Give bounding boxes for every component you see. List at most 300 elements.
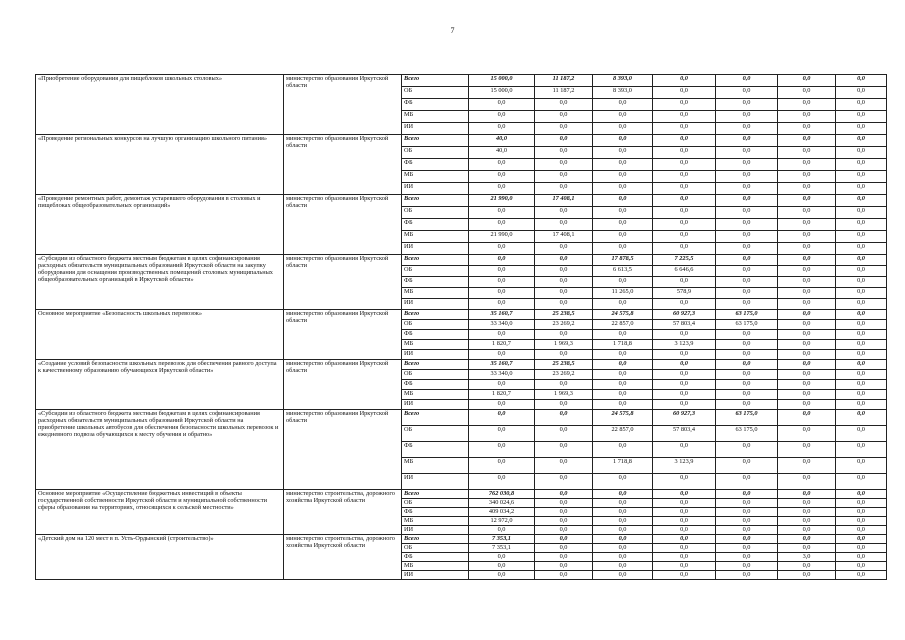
value-cell: 0,0 bbox=[469, 219, 535, 231]
value-cell: 0,0 bbox=[836, 458, 887, 474]
value-cell: 0,0 bbox=[778, 380, 836, 390]
value-cell: 60 927,3 bbox=[653, 310, 716, 320]
value-cell: 0,0 bbox=[469, 380, 535, 390]
value-cell: 0,0 bbox=[653, 562, 716, 571]
value-cell: 0,0 bbox=[778, 288, 836, 299]
funding-source-cell: ИИ bbox=[402, 400, 469, 410]
value-cell: 6 613,5 bbox=[593, 266, 653, 277]
value-cell: 0,0 bbox=[716, 571, 778, 580]
value-cell: 0,0 bbox=[836, 123, 887, 135]
value-cell: 0,0 bbox=[716, 277, 778, 288]
value-cell: 0,0 bbox=[778, 183, 836, 195]
funding-source-cell: ИИ bbox=[402, 350, 469, 360]
value-cell: 0,0 bbox=[593, 299, 653, 310]
table-row bbox=[36, 490, 887, 499]
value-cell: 0,0 bbox=[593, 562, 653, 571]
value-cell: 0,0 bbox=[778, 147, 836, 159]
value-cell: 0,0 bbox=[778, 243, 836, 255]
value-cell: 0,0 bbox=[778, 99, 836, 111]
value-cell: 0,0 bbox=[653, 135, 716, 147]
value-cell: 17 408,1 bbox=[535, 195, 593, 207]
funding-source-cell: ФБ bbox=[402, 219, 469, 231]
value-cell: 0,0 bbox=[535, 99, 593, 111]
value-cell: 0,0 bbox=[653, 207, 716, 219]
value-cell: 0,0 bbox=[716, 544, 778, 553]
value-cell: 35 160,7 bbox=[469, 310, 535, 320]
value-cell: 1 820,7 bbox=[469, 390, 535, 400]
value-cell: 0,0 bbox=[535, 474, 593, 490]
value-cell: 0,0 bbox=[778, 330, 836, 340]
value-cell: 0,0 bbox=[535, 183, 593, 195]
value-cell: 0,0 bbox=[469, 553, 535, 562]
funding-source-cell: ФБ bbox=[402, 99, 469, 111]
value-cell: 1 969,3 bbox=[535, 390, 593, 400]
value-cell: 0,0 bbox=[593, 535, 653, 544]
table-row bbox=[36, 410, 887, 426]
funding-source-cell: Всего bbox=[402, 360, 469, 370]
value-cell: 22 857,0 bbox=[593, 426, 653, 442]
value-cell: 0,0 bbox=[593, 147, 653, 159]
value-cell: 0,0 bbox=[653, 360, 716, 370]
value-cell: 0,0 bbox=[778, 299, 836, 310]
responsible-cell: министерство строительства, дорожного хозяйства Иркутской области bbox=[284, 535, 402, 580]
value-cell: 0,0 bbox=[716, 535, 778, 544]
value-cell: 0,0 bbox=[653, 544, 716, 553]
value-cell: 0,0 bbox=[535, 123, 593, 135]
value-cell: 0,0 bbox=[836, 299, 887, 310]
value-cell: 21 990,0 bbox=[469, 231, 535, 243]
value-cell: 0,0 bbox=[836, 266, 887, 277]
responsible-cell: министерство образования Иркутской области bbox=[284, 135, 402, 195]
value-cell: 409 034,2 bbox=[469, 508, 535, 517]
value-cell: 0,0 bbox=[593, 231, 653, 243]
value-cell: 340 024,6 bbox=[469, 499, 535, 508]
value-cell: 0,0 bbox=[716, 123, 778, 135]
measure-name-cell: «Субсидии из областного бюджета местным бюджетам в целях софинансирования расходных обязательств муниципальных образований Иркутской области на приобретение школьных автобусов для обеспечения безопасности школьных перевозок и ежедневного подвоза обучающихся к месту обучения и обратно» bbox=[36, 410, 284, 490]
value-cell: 0,0 bbox=[778, 562, 836, 571]
value-cell: 33 340,0 bbox=[469, 370, 535, 380]
value-cell: 57 803,4 bbox=[653, 320, 716, 330]
funding-source-cell: МБ bbox=[402, 390, 469, 400]
value-cell: 0,0 bbox=[716, 75, 778, 87]
value-cell: 0,0 bbox=[836, 571, 887, 580]
funding-source-cell: МБ bbox=[402, 231, 469, 243]
value-cell: 21 990,0 bbox=[469, 195, 535, 207]
value-cell: 0,0 bbox=[716, 499, 778, 508]
value-cell: 0,0 bbox=[778, 310, 836, 320]
value-cell: 8 393,0 bbox=[593, 75, 653, 87]
value-cell: 0,0 bbox=[535, 571, 593, 580]
value-cell: 0,0 bbox=[716, 99, 778, 111]
value-cell: 0,0 bbox=[653, 330, 716, 340]
value-cell: 0,0 bbox=[716, 87, 778, 99]
value-cell: 0,0 bbox=[653, 390, 716, 400]
value-cell: 0,0 bbox=[716, 195, 778, 207]
value-cell: 40,0 bbox=[469, 147, 535, 159]
value-cell: 0,0 bbox=[778, 370, 836, 380]
value-cell: 0,0 bbox=[836, 410, 887, 426]
value-cell: 0,0 bbox=[593, 553, 653, 562]
value-cell: 7 353,1 bbox=[469, 544, 535, 553]
funding-source-cell: ОБ bbox=[402, 87, 469, 99]
value-cell: 0,0 bbox=[653, 571, 716, 580]
value-cell: 11 265,0 bbox=[593, 288, 653, 299]
value-cell: 0,0 bbox=[836, 526, 887, 535]
value-cell: 0,0 bbox=[535, 490, 593, 499]
value-cell: 0,0 bbox=[836, 508, 887, 517]
value-cell: 0,0 bbox=[593, 195, 653, 207]
value-cell: 0,0 bbox=[778, 255, 836, 266]
funding-source-cell: ОБ bbox=[402, 320, 469, 330]
value-cell: 0,0 bbox=[836, 562, 887, 571]
value-cell: 0,0 bbox=[535, 219, 593, 231]
value-cell: 0,0 bbox=[836, 183, 887, 195]
measure-name-cell: «Проведение региональных конкурсов на лучшую организацию школьного питания» bbox=[36, 135, 284, 195]
value-cell: 0,0 bbox=[836, 207, 887, 219]
value-cell: 11 187,2 bbox=[535, 75, 593, 87]
value-cell: 23 269,2 bbox=[535, 370, 593, 380]
value-cell: 0,0 bbox=[469, 330, 535, 340]
table-row bbox=[36, 535, 887, 544]
page-number: 7 bbox=[450, 26, 455, 35]
value-cell: 22 857,0 bbox=[593, 320, 653, 330]
value-cell: 0,0 bbox=[653, 526, 716, 535]
value-cell: 0,0 bbox=[653, 183, 716, 195]
value-cell: 0,0 bbox=[469, 183, 535, 195]
value-cell: 63 175,0 bbox=[716, 310, 778, 320]
value-cell: 0,0 bbox=[535, 147, 593, 159]
value-cell: 0,0 bbox=[778, 277, 836, 288]
value-cell: 0,0 bbox=[836, 99, 887, 111]
value-cell: 0,0 bbox=[836, 219, 887, 231]
value-cell: 17 878,5 bbox=[593, 255, 653, 266]
value-cell: 0,0 bbox=[778, 159, 836, 171]
funding-source-cell: МБ bbox=[402, 340, 469, 350]
value-cell: 0,0 bbox=[836, 544, 887, 553]
value-cell: 0,0 bbox=[836, 370, 887, 380]
value-cell: 0,0 bbox=[469, 99, 535, 111]
funding-source-cell: Всего bbox=[402, 410, 469, 426]
value-cell: 0,0 bbox=[716, 517, 778, 526]
responsible-cell: министерство образования Иркутской области bbox=[284, 360, 402, 410]
value-cell: 0,0 bbox=[778, 474, 836, 490]
value-cell: 0,0 bbox=[716, 340, 778, 350]
value-cell: 0,0 bbox=[716, 330, 778, 340]
value-cell: 35 160,7 bbox=[469, 360, 535, 370]
value-cell: 0,0 bbox=[716, 474, 778, 490]
value-cell: 0,0 bbox=[778, 390, 836, 400]
value-cell: 0,0 bbox=[535, 266, 593, 277]
value-cell: 0,0 bbox=[716, 370, 778, 380]
value-cell: 1 969,3 bbox=[535, 340, 593, 350]
value-cell: 0,0 bbox=[593, 442, 653, 458]
value-cell: 0,0 bbox=[836, 231, 887, 243]
value-cell: 0,0 bbox=[593, 183, 653, 195]
measure-name-cell: «Создание условий безопасности школьных перевозок для обеспечения равного доступа к качественному образованию обучающихся Иркутской области» bbox=[36, 360, 284, 410]
value-cell: 0,0 bbox=[593, 243, 653, 255]
value-cell: 0,0 bbox=[778, 360, 836, 370]
value-cell: 15 000,0 bbox=[469, 75, 535, 87]
value-cell: 1 718,8 bbox=[593, 458, 653, 474]
value-cell: 0,0 bbox=[593, 526, 653, 535]
value-cell: 0,0 bbox=[778, 87, 836, 99]
value-cell: 24 575,8 bbox=[593, 310, 653, 320]
value-cell: 0,0 bbox=[593, 135, 653, 147]
value-cell: 15 000,0 bbox=[469, 87, 535, 99]
value-cell: 0,0 bbox=[593, 111, 653, 123]
table-row bbox=[36, 135, 887, 147]
value-cell: 0,0 bbox=[593, 474, 653, 490]
value-cell: 0,0 bbox=[778, 508, 836, 517]
value-cell: 0,0 bbox=[836, 426, 887, 442]
value-cell: 0,0 bbox=[836, 380, 887, 390]
value-cell: 0,0 bbox=[653, 474, 716, 490]
value-cell: 0,0 bbox=[836, 135, 887, 147]
funding-source-cell: ФБ bbox=[402, 277, 469, 288]
value-cell: 0,0 bbox=[716, 562, 778, 571]
value-cell: 0,0 bbox=[593, 123, 653, 135]
value-cell: 60 927,3 bbox=[653, 410, 716, 426]
value-cell: 0,0 bbox=[535, 330, 593, 340]
funding-source-cell: МБ bbox=[402, 458, 469, 474]
measure-name-cell: Основное мероприятие «Осуществление бюджетных инвестиций в объекты государственной собственности Иркутской области и муниципальной собственности сферы образования на территориях, относящихся к сельской местности» bbox=[36, 490, 284, 535]
value-cell: 0,0 bbox=[836, 442, 887, 458]
value-cell: 1 718,8 bbox=[593, 340, 653, 350]
value-cell: 0,0 bbox=[716, 111, 778, 123]
value-cell: 0,0 bbox=[716, 183, 778, 195]
value-cell: 0,0 bbox=[716, 360, 778, 370]
value-cell: 0,0 bbox=[535, 350, 593, 360]
value-cell: 0,0 bbox=[469, 426, 535, 442]
value-cell: 0,0 bbox=[836, 535, 887, 544]
value-cell: 3 123,9 bbox=[653, 458, 716, 474]
value-cell: 0,0 bbox=[535, 499, 593, 508]
value-cell: 0,0 bbox=[535, 544, 593, 553]
value-cell: 0,0 bbox=[836, 360, 887, 370]
value-cell: 0,0 bbox=[653, 553, 716, 562]
value-cell: 0,0 bbox=[716, 400, 778, 410]
responsible-cell: министерство образования Иркутской области bbox=[284, 255, 402, 310]
value-cell: 0,0 bbox=[593, 370, 653, 380]
value-cell: 33 340,0 bbox=[469, 320, 535, 330]
value-cell: 0,0 bbox=[653, 490, 716, 499]
value-cell: 0,0 bbox=[836, 159, 887, 171]
value-cell: 0,0 bbox=[593, 219, 653, 231]
value-cell: 0,0 bbox=[836, 171, 887, 183]
value-cell: 1 820,7 bbox=[469, 340, 535, 350]
value-cell: 0,0 bbox=[535, 410, 593, 426]
value-cell: 0,0 bbox=[469, 159, 535, 171]
value-cell: 0,0 bbox=[593, 400, 653, 410]
funding-source-cell: ФБ bbox=[402, 442, 469, 458]
funding-source-cell: МБ bbox=[402, 171, 469, 183]
responsible-cell: министерство образования Иркутской области bbox=[284, 195, 402, 255]
value-cell: 0,0 bbox=[593, 517, 653, 526]
value-cell: 0,0 bbox=[716, 350, 778, 360]
funding-source-cell: ФБ bbox=[402, 380, 469, 390]
value-cell: 0,0 bbox=[778, 535, 836, 544]
value-cell: 0,0 bbox=[653, 99, 716, 111]
value-cell: 0,0 bbox=[836, 474, 887, 490]
table-row bbox=[36, 360, 887, 370]
value-cell: 0,0 bbox=[716, 288, 778, 299]
value-cell: 0,0 bbox=[836, 255, 887, 266]
value-cell: 0,0 bbox=[469, 277, 535, 288]
value-cell: 0,0 bbox=[716, 171, 778, 183]
value-cell: 0,0 bbox=[535, 426, 593, 442]
value-cell: 0,0 bbox=[469, 458, 535, 474]
funding-source-cell: ФБ bbox=[402, 330, 469, 340]
funding-source-cell: МБ bbox=[402, 288, 469, 299]
measure-name-cell: «Приобретение оборудования для пищеблоков школьных столовых» bbox=[36, 75, 284, 135]
funding-source-cell: ИИ bbox=[402, 183, 469, 195]
value-cell: 0,0 bbox=[778, 135, 836, 147]
funding-source-cell: МБ bbox=[402, 517, 469, 526]
value-cell: 0,0 bbox=[469, 207, 535, 219]
value-cell: 24 575,8 bbox=[593, 410, 653, 426]
responsible-cell: министерство строительства, дорожного хозяйства Иркутской области bbox=[284, 490, 402, 535]
value-cell: 0,0 bbox=[836, 87, 887, 99]
value-cell: 0,0 bbox=[836, 517, 887, 526]
value-cell: 0,0 bbox=[778, 490, 836, 499]
funding-table bbox=[35, 74, 887, 580]
value-cell: 0,0 bbox=[716, 553, 778, 562]
value-cell: 0,0 bbox=[653, 499, 716, 508]
value-cell: 0,0 bbox=[836, 400, 887, 410]
measure-name-cell: «Детский дом на 120 мест в п. Усть-Ордынский (строительство)» bbox=[36, 535, 284, 580]
funding-source-cell: Всего bbox=[402, 535, 469, 544]
value-cell: 0,0 bbox=[535, 562, 593, 571]
value-cell: 0,0 bbox=[778, 458, 836, 474]
value-cell: 0,0 bbox=[593, 571, 653, 580]
value-cell: 0,0 bbox=[535, 400, 593, 410]
value-cell: 0,0 bbox=[836, 195, 887, 207]
value-cell: 0,0 bbox=[778, 442, 836, 458]
value-cell: 12 972,0 bbox=[469, 517, 535, 526]
value-cell: 0,0 bbox=[778, 266, 836, 277]
value-cell: 17 408,1 bbox=[535, 231, 593, 243]
value-cell: 0,0 bbox=[836, 390, 887, 400]
value-cell: 0,0 bbox=[593, 171, 653, 183]
value-cell: 0,0 bbox=[593, 277, 653, 288]
value-cell: 0,0 bbox=[469, 299, 535, 310]
value-cell: 0,0 bbox=[836, 111, 887, 123]
funding-source-cell: ОБ bbox=[402, 499, 469, 508]
value-cell: 0,0 bbox=[535, 159, 593, 171]
value-cell: 0,0 bbox=[535, 288, 593, 299]
value-cell: 0,0 bbox=[716, 442, 778, 458]
funding-source-cell: Всего bbox=[402, 135, 469, 147]
value-cell: 0,0 bbox=[535, 442, 593, 458]
value-cell: 0,0 bbox=[716, 159, 778, 171]
funding-source-cell: Всего bbox=[402, 195, 469, 207]
value-cell: 0,0 bbox=[716, 231, 778, 243]
value-cell: 0,0 bbox=[778, 320, 836, 330]
value-cell: 0,0 bbox=[836, 243, 887, 255]
value-cell: 0,0 bbox=[593, 508, 653, 517]
value-cell: 0,0 bbox=[469, 266, 535, 277]
funding-source-cell: ОБ bbox=[402, 544, 469, 553]
value-cell: 0,0 bbox=[653, 147, 716, 159]
value-cell: 0,0 bbox=[778, 499, 836, 508]
value-cell: 3 123,9 bbox=[653, 340, 716, 350]
value-cell: 0,0 bbox=[778, 571, 836, 580]
value-cell: 0,0 bbox=[778, 350, 836, 360]
value-cell: 0,0 bbox=[836, 277, 887, 288]
value-cell: 63 175,0 bbox=[716, 426, 778, 442]
funding-source-cell: ИИ bbox=[402, 474, 469, 490]
responsible-cell: министерство образования Иркутской области bbox=[284, 410, 402, 490]
funding-source-cell: ИИ bbox=[402, 243, 469, 255]
value-cell: 0,0 bbox=[653, 299, 716, 310]
value-cell: 0,0 bbox=[469, 111, 535, 123]
value-cell: 7 225,5 bbox=[653, 255, 716, 266]
value-cell: 0,0 bbox=[535, 299, 593, 310]
value-cell: 0,0 bbox=[836, 340, 887, 350]
value-cell: 0,0 bbox=[653, 219, 716, 231]
value-cell: 0,0 bbox=[653, 171, 716, 183]
funding-source-cell: ОБ bbox=[402, 426, 469, 442]
value-cell: 63 175,0 bbox=[716, 410, 778, 426]
value-cell: 0,0 bbox=[836, 330, 887, 340]
value-cell: 8 393,0 bbox=[593, 87, 653, 99]
value-cell: 6 646,6 bbox=[653, 266, 716, 277]
value-cell: 0,0 bbox=[593, 99, 653, 111]
value-cell: 0,0 bbox=[716, 390, 778, 400]
value-cell: 0,0 bbox=[593, 490, 653, 499]
value-cell: 0,0 bbox=[716, 299, 778, 310]
value-cell: 0,0 bbox=[716, 255, 778, 266]
value-cell: 0,0 bbox=[593, 159, 653, 171]
value-cell: 3,0 bbox=[778, 553, 836, 562]
value-cell: 0,0 bbox=[778, 410, 836, 426]
value-cell: 0,0 bbox=[535, 535, 593, 544]
value-cell: 23 269,2 bbox=[535, 320, 593, 330]
value-cell: 0,0 bbox=[535, 255, 593, 266]
funding-source-cell: Всего bbox=[402, 490, 469, 499]
table-row bbox=[36, 255, 887, 266]
value-cell: 0,0 bbox=[778, 231, 836, 243]
value-cell: 0,0 bbox=[593, 544, 653, 553]
value-cell: 0,0 bbox=[836, 147, 887, 159]
value-cell: 0,0 bbox=[535, 517, 593, 526]
value-cell: 0,0 bbox=[836, 320, 887, 330]
value-cell: 578,9 bbox=[653, 288, 716, 299]
responsible-cell: министерство образования Иркутской области bbox=[284, 310, 402, 360]
value-cell: 25 238,5 bbox=[535, 360, 593, 370]
value-cell: 0,0 bbox=[778, 526, 836, 535]
funding-source-cell: МБ bbox=[402, 562, 469, 571]
value-cell: 0,0 bbox=[469, 243, 535, 255]
value-cell: 0,0 bbox=[778, 111, 836, 123]
value-cell: 0,0 bbox=[593, 380, 653, 390]
value-cell: 0,0 bbox=[778, 207, 836, 219]
table-body bbox=[36, 75, 887, 580]
value-cell: 0,0 bbox=[535, 526, 593, 535]
value-cell: 0,0 bbox=[836, 553, 887, 562]
value-cell: 0,0 bbox=[653, 123, 716, 135]
value-cell: 0,0 bbox=[778, 171, 836, 183]
value-cell: 0,0 bbox=[469, 571, 535, 580]
value-cell: 0,0 bbox=[593, 360, 653, 370]
value-cell: 0,0 bbox=[653, 517, 716, 526]
value-cell: 0,0 bbox=[653, 442, 716, 458]
value-cell: 0,0 bbox=[653, 195, 716, 207]
funding-source-cell: ОБ bbox=[402, 370, 469, 380]
value-cell: 0,0 bbox=[469, 255, 535, 266]
value-cell: 0,0 bbox=[778, 219, 836, 231]
value-cell: 0,0 bbox=[716, 490, 778, 499]
